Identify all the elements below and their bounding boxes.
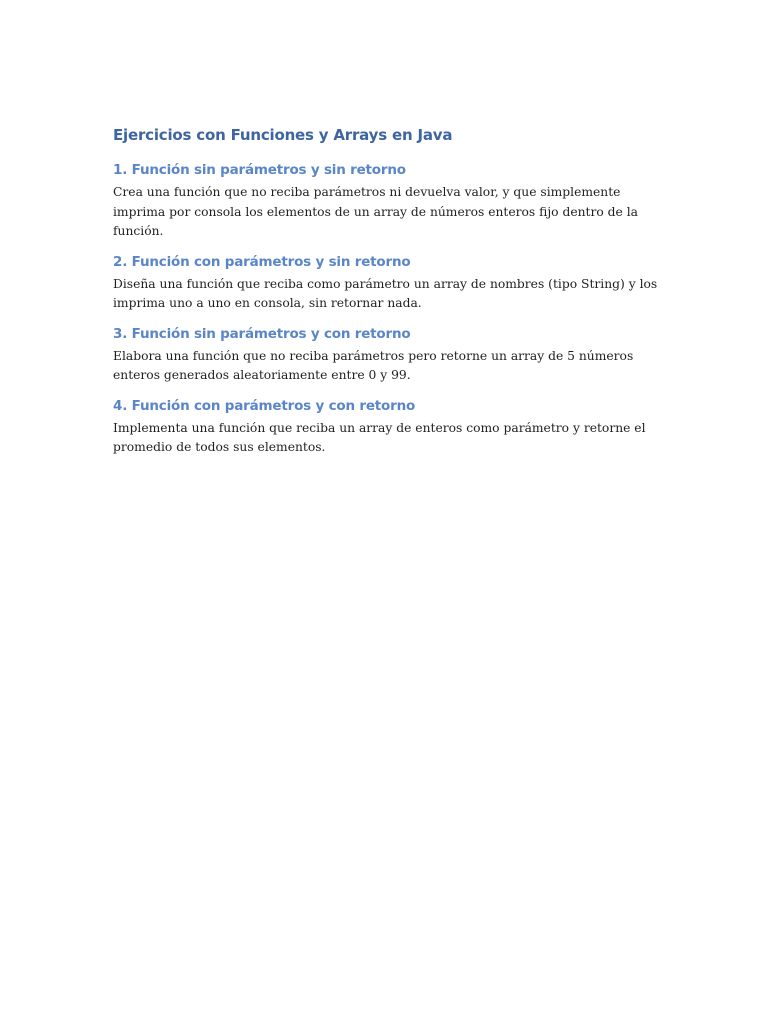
exercise-section-1 (113, 160, 658, 242)
exercise-description: Diseña una función que reciba como parámetro un array de nombres (tipo String) y los imprima uno a uno en consola, sin retornar nada. (113, 276, 658, 310)
exercise-section-2 (113, 252, 658, 314)
exercise-section-4 (113, 396, 658, 458)
exercise-description: Implementa una función que reciba un array de enteros como parámetro y retorne el promedio de todos sus elementos. (113, 420, 646, 454)
exercise-heading: 2. Función con parámetros y sin retorno (113, 253, 411, 270)
exercise-description: Elabora una función que no reciba parámetros pero retorne un array de 5 números enteros generados aleatoriamente entre 0 y 99. (113, 348, 634, 382)
document-content (113, 124, 658, 468)
exercise-heading: 4. Función con parámetros y con retorno (113, 397, 416, 414)
exercise-heading: 3. Función sin parámetros y con retorno (113, 325, 411, 342)
exercise-description: Crea una función que no reciba parámetros ni devuelva valor, y que simplemente imprima por consola los elementos de un array de números enteros fijo dentro de la función. (113, 185, 638, 238)
exercise-heading: 1. Función sin parámetros y sin retorno (113, 162, 406, 178)
document-title: Ejercicios con Funciones y Arrays en Java (113, 126, 453, 144)
exercise-section-3 (113, 324, 658, 386)
